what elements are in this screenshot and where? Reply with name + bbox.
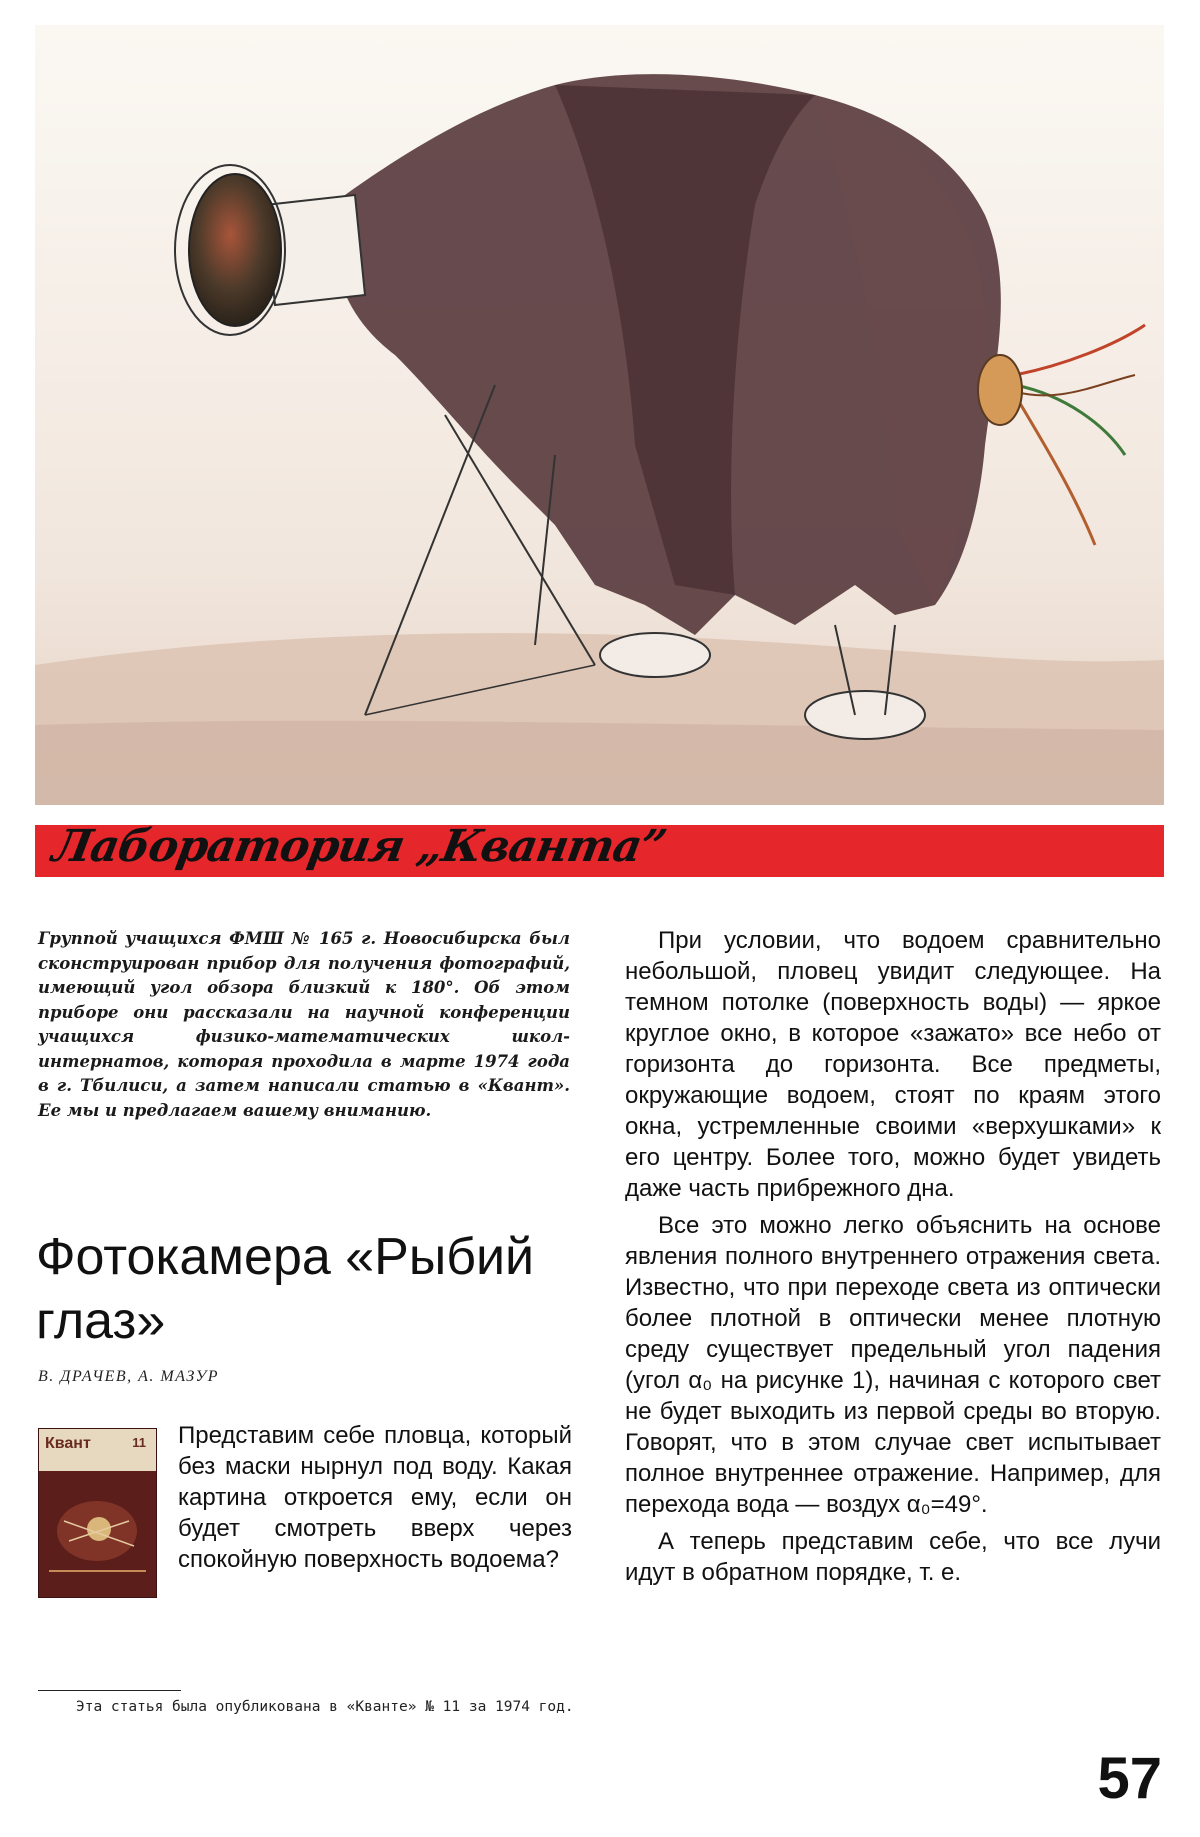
cover-issue-number: 11 [132, 1435, 146, 1450]
fisheye-camera-creature-illustration [35, 25, 1164, 805]
cover-logo: Квант [45, 1435, 91, 1452]
article-title: Фотокамера «Рыбий глаз» [36, 1228, 535, 1350]
cover-art-icon [39, 1471, 156, 1597]
page-number: 57 [1097, 1746, 1162, 1811]
lead-paragraph: Группой учащихся ФМШ № 165 г. Новосибирска был сконструирован прибор для получения фотографий, имеющий угол обзора близкий к 180°. Об этом приборе они рассказали на научной конференции учащихся физико-математических школ-интернатов, которая проходила в марте 1974 года в г. Тбилиси, а затем написали статью в «Квант». Ее мы и предлагаем вашему вниманию. [38, 929, 570, 1120]
article-authors: В. ДРАЧЕВ, А. МАЗУР [38, 1368, 220, 1385]
section-banner [35, 821, 1164, 877]
body-column [625, 925, 1161, 1594]
body-paragraph: Все это можно легко объяснить на основе явления полного внутреннего отражения света. Известно, что при переходе света из оптически более плотной в оптически менее плотную среду существует предельный угол падения (угол α₀ на рисунке 1), начиная с которого свет не будет выходить из первой среды во вторую. Говорят, что в этом случае свет испытывает полное внутреннее отражение. Например, для перехода вода — воздух α₀=49°. [625, 1212, 1161, 1518]
intro-paragraph: Представим себе пловца, который без маски нырнул под воду. Какая картина откроется ему, если он будет смотреть вверх через спокойную поверхность водоема? [178, 1422, 572, 1573]
body-paragraph: При условии, что водоем сравнительно небольшой, пловец увидит следующее. На темном потолке (поверхность воды) — яркое круглое окно, в которое «зажато» все небо от горизонта до горизонта. Все предметы, окружающие водоем, стоят по краям этого окна, устремленные своими «верхушками» к его центру. Более того, можно будет увидеть даже часть прибрежного дна. [625, 927, 1161, 1202]
footnote: Эта статья была опубликована в «Кванте» № 11 за 1974 год. [76, 1699, 574, 1715]
section-banner-title: Лаборатория „Кванта” [48, 821, 670, 872]
body-paragraph: А теперь представим себе, что все лучи идут в обратном порядке, т. е. [625, 1528, 1161, 1586]
magazine-cover-thumbnail [38, 1428, 157, 1598]
article-illustration [35, 25, 1164, 805]
footnote-divider [38, 1690, 181, 1691]
